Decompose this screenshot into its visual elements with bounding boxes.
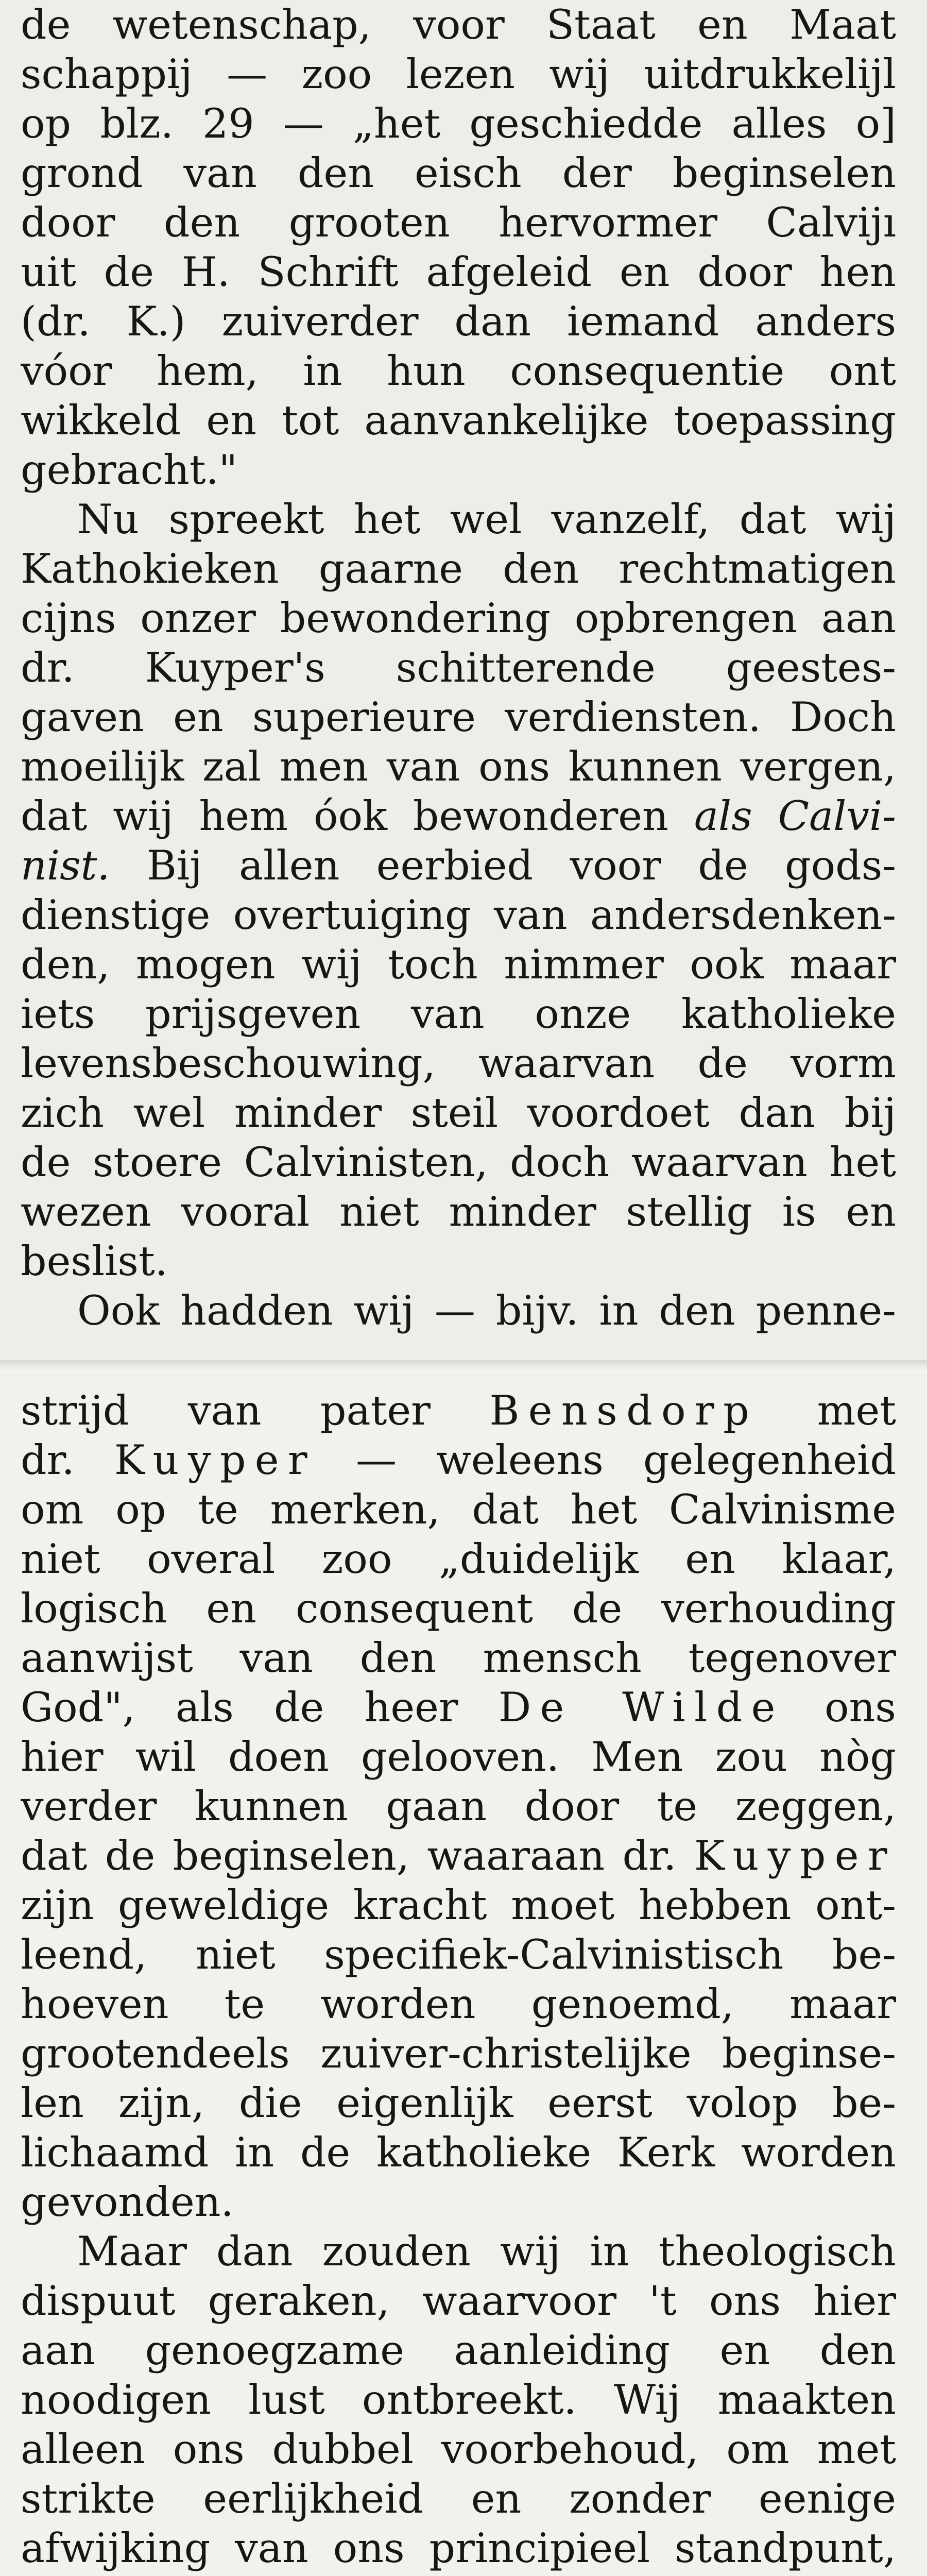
text-line: door den grooten hervormer Calvijı xyxy=(21,199,896,246)
clipping-seam xyxy=(0,1360,927,1372)
paragraph-start-line: Ook hadden wij — bijv. in den penne- xyxy=(77,1287,896,1334)
text-line: aanwijst van den mensch tegenover xyxy=(21,1634,896,1682)
text-line xyxy=(21,1386,896,1435)
text-run: dr. xyxy=(21,1436,75,1484)
text-line: afwijking van ons principieel standpunt, xyxy=(21,2524,896,2572)
text-line xyxy=(21,1683,896,1732)
text-line: de stoere Calvinisten, doch waarvan het xyxy=(21,1139,896,1186)
text-line: niet overal zoo „duidelijk en klaar, xyxy=(21,1535,896,1583)
text-line: moeilijk zal men van ons kunnen vergen, xyxy=(21,743,896,790)
spaced-name: Bensdorp xyxy=(489,1387,759,1434)
text-line: Kathokieken gaarne den rechtmatigen xyxy=(21,545,896,592)
text-line: strikte eerlijkheid en zonder eenige xyxy=(21,2475,896,2522)
text-line: grootendeels zuiver-christelijke beginse- xyxy=(21,2030,896,2077)
text-line: cijns onzer bewondering opbrengen aan xyxy=(21,595,896,642)
text-line: vóor hem, in hun consequentie ont xyxy=(21,347,896,395)
text-line: verder kunnen gaan door te zeggen, xyxy=(21,1783,896,1830)
text-run: dat de beginselen, waaraan dr. xyxy=(21,1832,677,1879)
text-line: hier wil doen gelooven. Men zou nòg xyxy=(21,1733,896,1781)
text-run: God", als de heer xyxy=(21,1684,458,1731)
paragraph-start-line: Maar dan zouden wij in theologisch xyxy=(77,2228,896,2275)
italic-run: als Calvi- xyxy=(694,792,896,840)
text-line: logisch en consequent de verhouding xyxy=(21,1585,896,1632)
text-line xyxy=(21,1435,896,1485)
text-line: zich wel minder steil voordoet dan bij xyxy=(21,1089,896,1137)
text-line: wikkeld en tot aanvankelijke toepassing xyxy=(21,397,896,444)
text-line: (dr. K.) zuiverder dan iemand anders xyxy=(21,298,896,345)
text-run: Bij allen eerbied voor de gods- xyxy=(110,842,896,889)
text-run: dat wij hem óok bewonderen xyxy=(21,792,668,840)
text-line: de wetenschap, voor Staat en Maat xyxy=(21,1,896,48)
text-run: ons xyxy=(824,1684,896,1731)
text-run: — weleens gelegenheid xyxy=(356,1436,896,1484)
text-line-with-italic xyxy=(21,791,896,841)
text-line: gevonden. xyxy=(21,2178,234,2226)
text-line: iets prijsgeven van onze katholieke xyxy=(21,990,896,1038)
text-line: op blz. 29 — „het geschiedde alles o] xyxy=(21,100,896,147)
spaced-name: Kuyper xyxy=(114,1436,317,1484)
text-line: grond van den eisch der beginselen xyxy=(21,149,896,197)
paragraph-start-line: Nu spreekt het wel vanzelf, dat wij xyxy=(77,496,896,543)
text-line: dispuut geraken, waarvoor 't ons hier xyxy=(21,2277,896,2325)
text-line: levensbeschouwing, waarvan de vorm xyxy=(21,1040,896,1087)
text-line: alleen ons dubbel voorbehoud, om met xyxy=(21,2426,896,2473)
text-line: zijn geweldige kracht moet hebben ont- xyxy=(21,1882,896,1929)
text-line: leend, niet specifiek-Calvinistisch be- xyxy=(21,1931,896,1978)
text-line: aan genoegzame aanleiding en den xyxy=(21,2327,896,2374)
text-line: noodigen lust ontbreekt. Wij maakten xyxy=(21,2376,896,2424)
text-run: strijd van pater xyxy=(21,1387,431,1434)
text-column-top xyxy=(21,0,896,1335)
text-line-with-italic xyxy=(21,841,896,890)
text-line: om op te merken, dat het Calvinisme xyxy=(21,1486,896,1533)
spaced-name: De Wilde xyxy=(498,1684,784,1731)
clipping-bottom xyxy=(0,1372,927,2576)
text-line: beslist. xyxy=(21,1238,168,1285)
spaced-name: Kuyper xyxy=(694,1832,896,1879)
italic-run: nist. xyxy=(21,842,110,889)
text-line: hoeven te worden genoemd, maar xyxy=(21,1980,896,2028)
text-line: gaven en superieure verdiensten. Doch xyxy=(21,693,896,741)
text-line: schappij — zoo lezen wij uitdrukkelijl xyxy=(21,50,896,98)
text-line: dienstige overtuiging van andersdenken- xyxy=(21,891,896,939)
text-line: dr. Kuyper's schitterende geestes- xyxy=(21,644,896,691)
text-line: wezen vooral niet minder stellig is en xyxy=(21,1188,896,1235)
text-column-bottom xyxy=(21,1386,896,2573)
text-run: met xyxy=(817,1387,896,1434)
text-line: den, mogen wij toch nimmer ook maar xyxy=(21,941,896,988)
text-line: len zijn, die eigenlijk eerst volop be- xyxy=(21,2079,896,2127)
text-line: uit de H. Schrift afgeleid en door hen xyxy=(21,248,896,296)
text-line xyxy=(21,1831,896,1880)
text-line: lichaamd in de katholieke Kerk worden xyxy=(21,2129,896,2176)
text-line: gebracht." xyxy=(21,446,238,494)
